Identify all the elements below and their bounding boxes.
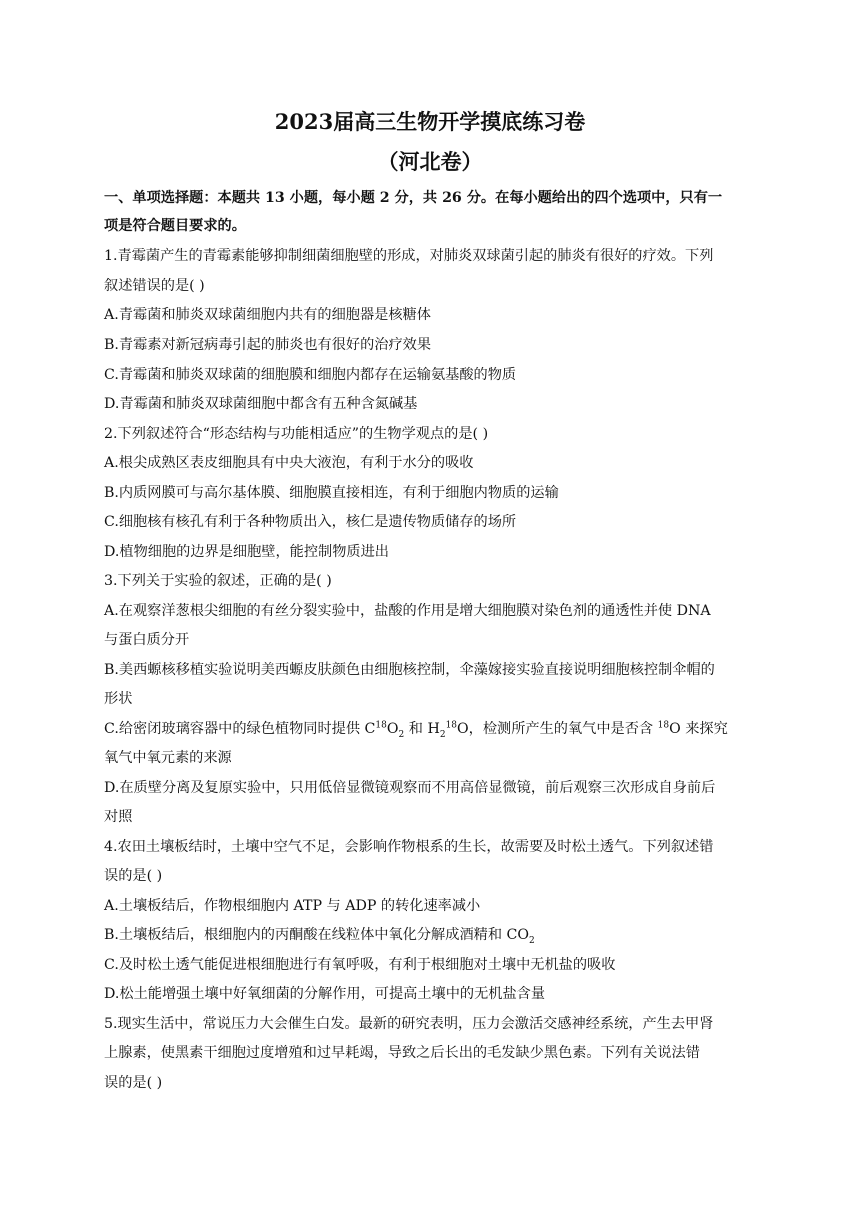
exam-subtitle: （河北卷） [377,149,483,174]
isotope-superscript: 18 [375,720,387,731]
subscript: 2 [439,729,446,740]
q3-stem: 3.下列关于实验的叙述，正确的是( ) [104,573,332,589]
q3-option-d-line-2: 对照 [104,809,133,825]
q2-option-b: B.内质网膜可与高尔基体膜、细胞膜直接相连，有利于细胞内物质的运输 [104,485,559,501]
q1-option-d: D.青霉菌和肺炎双球菌细胞中都含有五种含氮碱基 [104,396,418,412]
section-header-line-1: 一、单项选择题：本题共 13 小题，每小题 2 分，共 26 分。在每小题给出的四个选项中，只有一 [104,190,723,206]
q2-option-c: C.细胞核有核孔有利于各种物质出入，核仁是遗传物质储存的场所 [104,514,517,530]
q5-stem-line-3: 误的是( ) [104,1075,163,1091]
q3-option-b-line-2: 形状 [104,691,133,707]
q4-option-b-text: B.土壤板结后，根细胞内的丙酮酸在线粒体中氧化分解成酒精和 CO [104,927,529,943]
q3-option-c-text-start: C.给密闭玻璃容器中的绿色植物同时提供 C [104,721,376,737]
q4-stem-line-1: 4.农田土壤板结时，土壤中空气不足，会影响作物根系的生长，故需要及时松土透气。下列叙述错 [104,839,714,855]
q5-stem-line-2: 上腺素，使黑素干细胞过度增殖和过早耗竭，导致之后长出的毛发缺少黑色素。下列有关说法错 [104,1045,700,1061]
q3-option-b-line-1: B.美西螈核移植实验说明美西螈皮肤颜色由细胞核控制，伞藻嫁接实验直接说明细胞核控制伞帽的 [104,662,715,678]
q2-option-d: D.植物细胞的边界是细胞壁，能控制物质进出 [104,544,389,560]
q3-option-c-text: O [386,721,399,737]
section-header-line-2: 项是符合题目要求的。 [104,218,246,234]
q4-option-a: A.土壤板结后，作物根细胞内 ATP 与 ADP 的转化速率减小 [104,898,481,914]
isotope-superscript: 18 [657,720,670,731]
q3-option-a-line-2: 与蛋白质分开 [104,632,190,648]
q1-stem-line-2: 叙述错误的是( ) [104,278,205,294]
subscript: 2 [529,935,535,946]
exam-title: 2023届高三生物开学摸底练习卷 [274,109,586,134]
q4-option-c: C.及时松土透气能促进根细胞进行有氧呼吸，有利于根细胞对土壤中无机盐的吸收 [104,957,616,973]
q4-option-b [104,925,764,945]
q3-option-a-line-1: A.在观察洋葱根尖细胞的有丝分裂实验中，盐酸的作用是增大细胞膜对染色剂的通透性并使 DNA [104,603,711,619]
q1-option-c: C.青霉菌和肺炎双球菌的细胞膜和细胞内都存在运输氨基酸的物质 [104,367,517,383]
q3-option-c-text: 和 H [404,721,440,737]
q3-option-c-text-end: O 来探究 [669,721,728,737]
q1-option-a: A.青霉菌和肺炎双球菌细胞内共有的细胞器是核糖体 [104,307,431,323]
q3-option-d-line-1: D.在质壁分离及复原实验中，只用低倍显微镜观察而不用高倍显微镜，前后观察三次形成自身前后 [104,780,716,796]
q4-option-d: D.松土能增强土壤中好氧细菌的分解作用，可提高土壤中的无机盐含量 [104,986,546,1002]
q4-stem-line-2: 误的是( ) [104,868,163,884]
isotope-superscript: 18 [445,720,458,731]
q1-option-b: B.青霉素对新冠病毒引起的肺炎也有很好的治疗效果 [104,337,432,353]
q2-stem: 2.下列叙述符合“形态结构与功能相适应”的生物学观点的是( ) [104,426,489,442]
subscript: 2 [398,729,405,740]
q5-stem-line-1: 5.现实生活中，常说压力大会催生白发。最新的研究表明，压力会激活交感神经系统，产生去甲肾 [104,1016,714,1032]
q3-option-c-line-1 [104,719,764,739]
q1-stem-line-1: 1.青霉菌产生的青霉素能够抑制细菌细胞壁的形成，对肺炎双球菌引起的肺炎有很好的疗效。下列 [104,248,714,264]
q3-option-c-line-2: 氧气中氧元素的来源 [104,750,232,766]
q3-option-c-text: O，检测所产生的氧气中是否含 [457,721,658,737]
q2-option-a: A.根尖成熟区表皮细胞具有中央大液泡，有利于水分的吸收 [104,455,474,471]
